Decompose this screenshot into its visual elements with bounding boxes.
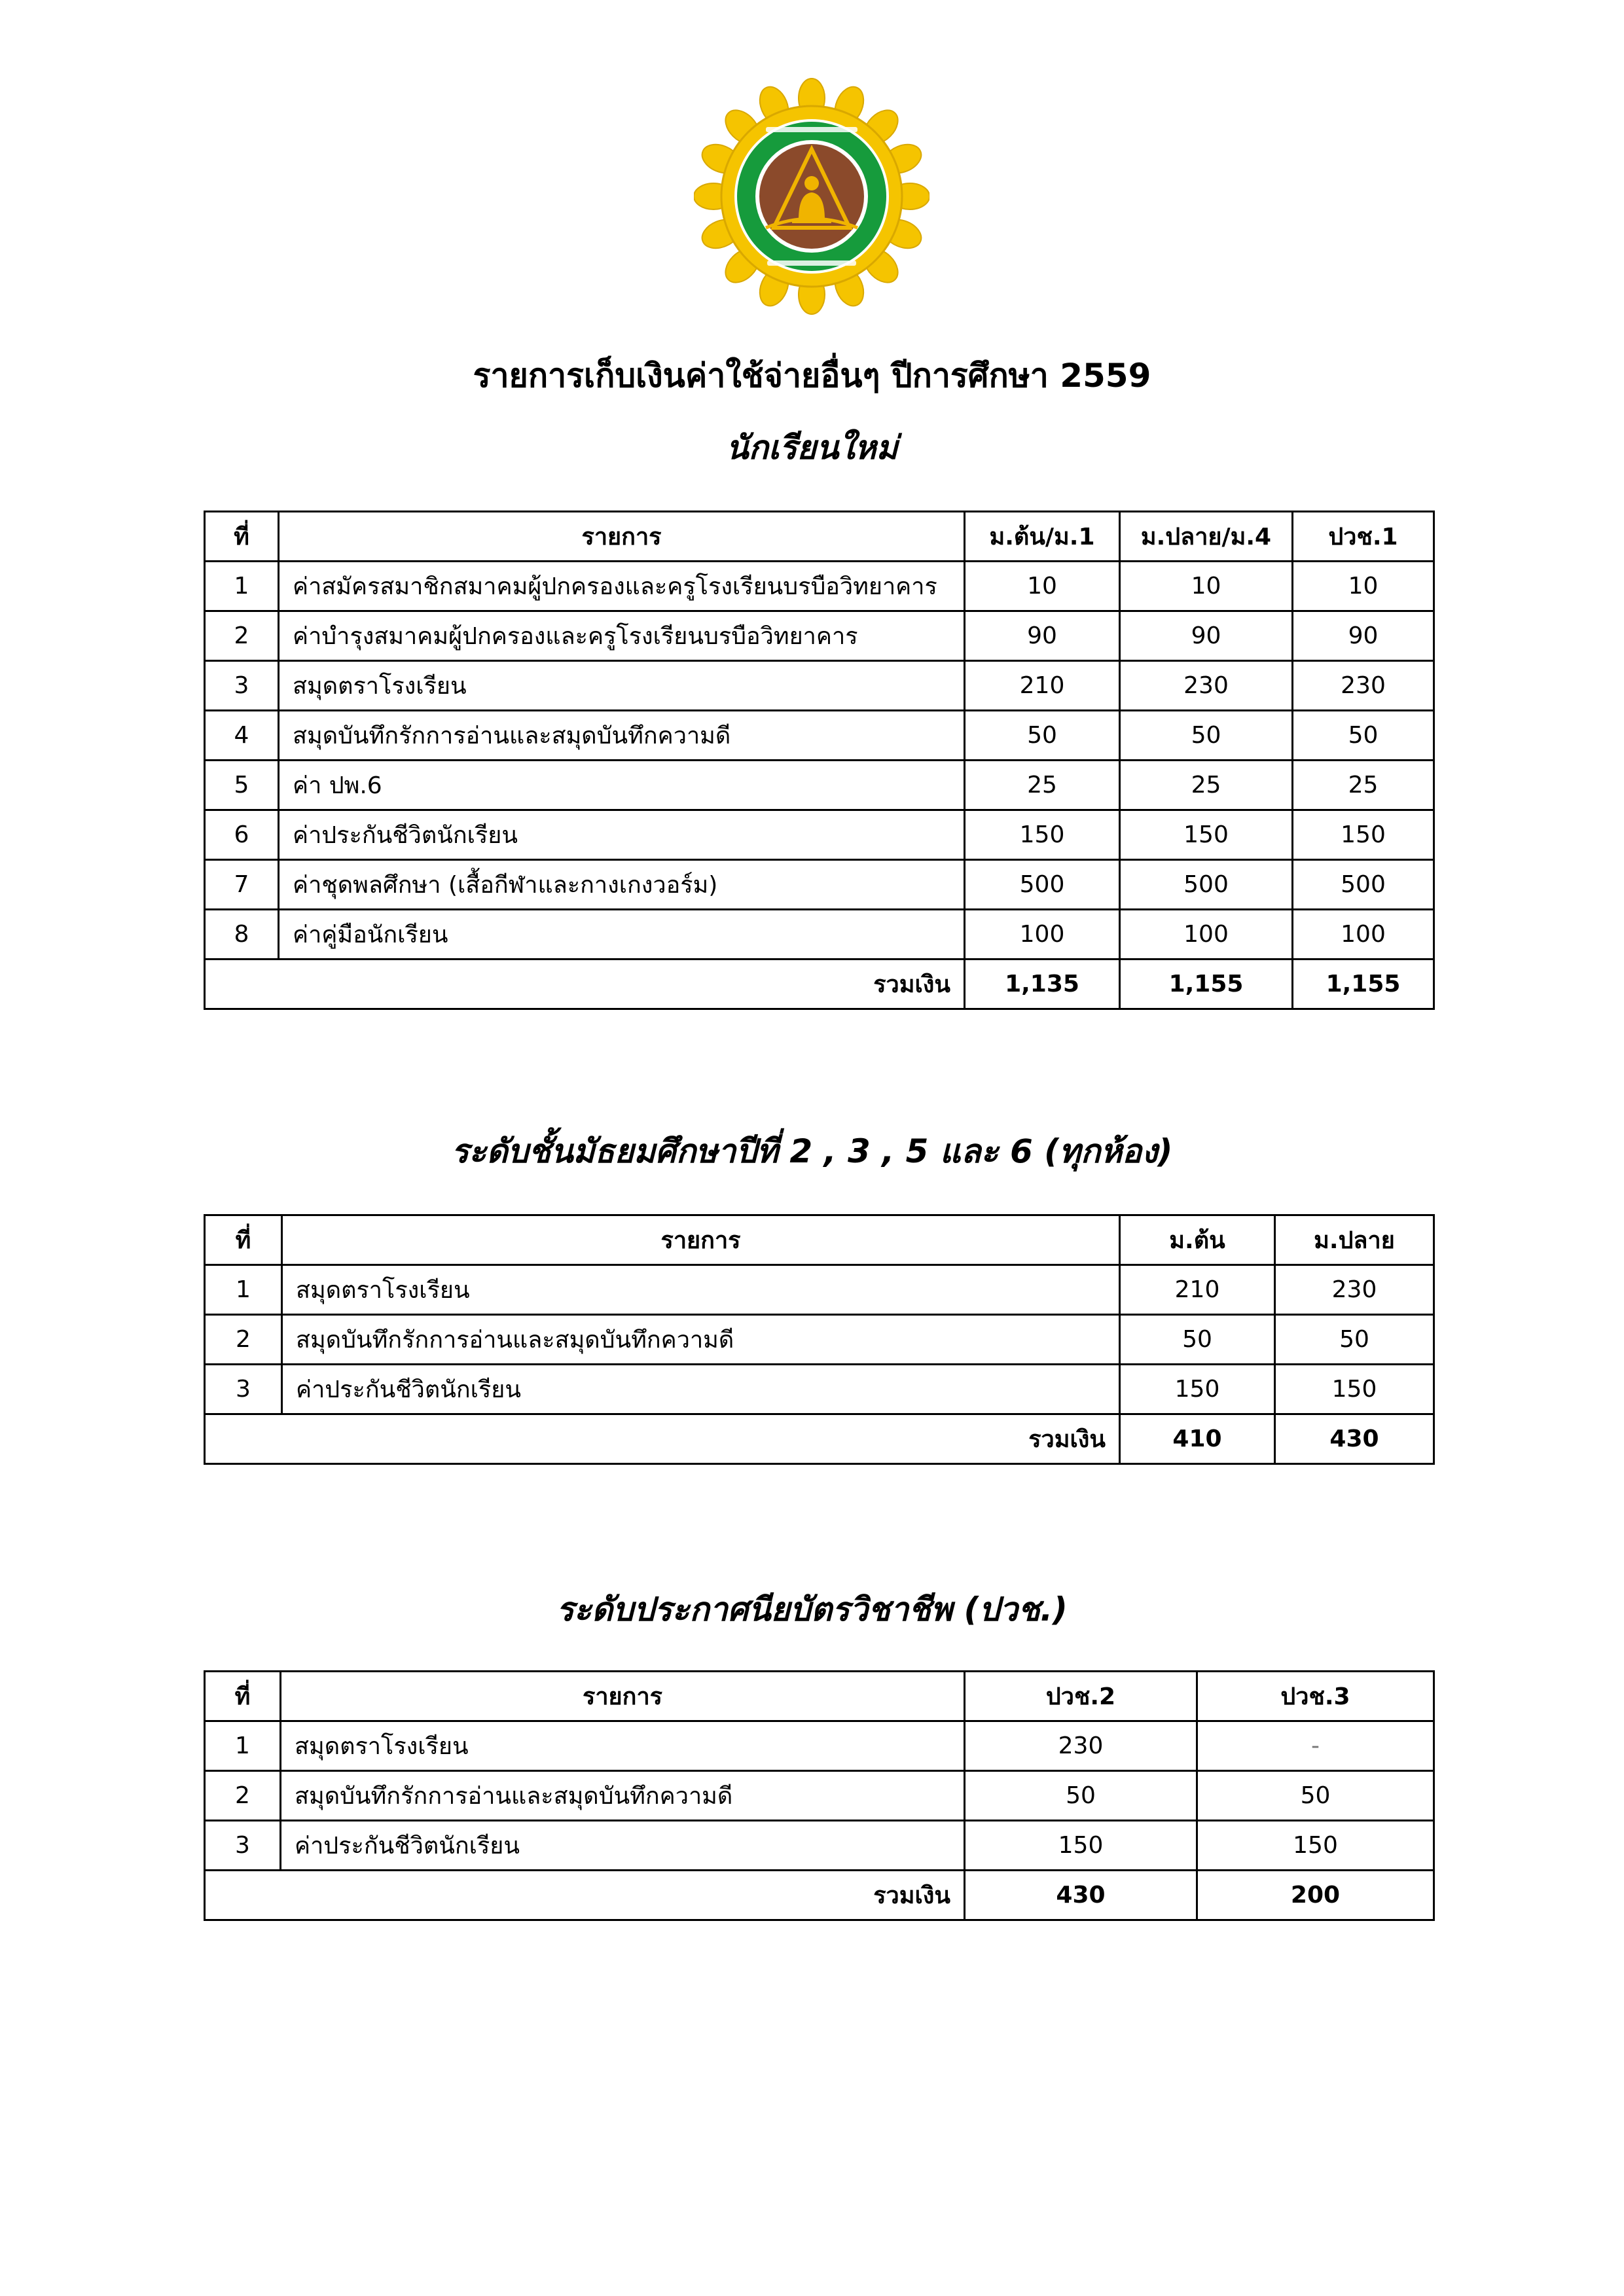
- row-number: 3: [205, 661, 279, 711]
- table-row: [205, 1821, 1434, 1871]
- row-number: 2: [205, 1315, 282, 1365]
- col-header-item: รายการ: [281, 1672, 965, 1721]
- col-header-upper: ม.ปลาย: [1275, 1215, 1434, 1265]
- row-value: 10: [1120, 562, 1293, 611]
- row-item: ค่า ปพ.6: [279, 761, 965, 810]
- row-value: 50: [1275, 1315, 1434, 1365]
- total-value: 430: [1275, 1414, 1434, 1464]
- col-header-no: ที่: [205, 1672, 281, 1721]
- row-value: 90: [1293, 611, 1434, 661]
- col-header-pvc1: ปวช.1: [1293, 512, 1434, 562]
- table-header-row: [205, 512, 1434, 562]
- row-item: ค่าประกันชีวิตนักเรียน: [281, 1821, 965, 1871]
- row-value: 50: [1120, 711, 1293, 761]
- table-row: [205, 810, 1434, 860]
- row-value: 150: [965, 1821, 1197, 1871]
- row-value: 10: [1293, 562, 1434, 611]
- table-row: [205, 860, 1434, 910]
- row-item: สมุดตราโรงเรียน: [279, 661, 965, 711]
- row-value: 210: [965, 661, 1120, 711]
- row-value: 25: [1293, 761, 1434, 810]
- row-item: ค่าบำรุงสมาคมผู้ปกครองและครูโรงเรียนบรบือวิทยาคาร: [279, 611, 965, 661]
- row-item: สมุดบันทึกรักการอ่านและสมุดบันทึกความดี: [282, 1315, 1120, 1365]
- row-value: 50: [1120, 1315, 1275, 1365]
- row-number: 2: [205, 1771, 281, 1821]
- table-header-row: [205, 1672, 1434, 1721]
- col-header-item: รายการ: [279, 512, 965, 562]
- table-row: [205, 910, 1434, 960]
- row-item: สมุดตราโรงเรียน: [282, 1265, 1120, 1315]
- row-value: 500: [1120, 860, 1293, 910]
- col-header-pvc2: ปวช.2: [965, 1672, 1197, 1721]
- col-header-no: ที่: [205, 512, 279, 562]
- row-value: 90: [965, 611, 1120, 661]
- row-item: สมุดบันทึกรักการอ่านและสมุดบันทึกความดี: [279, 711, 965, 761]
- section-title-secondary: ระดับชั้นมัธยมศึกษาปีที่ 2 , 3 , 5 และ 6 (ทุกห้อง): [451, 1132, 1173, 1170]
- total-label: รวมเงิน: [205, 1414, 1120, 1464]
- col-header-pvc3: ปวช.3: [1197, 1672, 1434, 1721]
- table-total-row: [205, 960, 1434, 1009]
- row-value: 100: [965, 910, 1120, 960]
- total-value: 430: [965, 1871, 1197, 1920]
- table-row: [205, 761, 1434, 810]
- row-value: 210: [1120, 1265, 1275, 1315]
- row-item: สมุดบันทึกรักการอ่านและสมุดบันทึกความดี: [281, 1771, 965, 1821]
- total-label: รวมเงิน: [205, 1871, 965, 1920]
- row-value: 150: [1293, 810, 1434, 860]
- row-number: 5: [205, 761, 279, 810]
- row-value: 150: [1275, 1365, 1434, 1414]
- table-row: [205, 562, 1434, 611]
- row-value: 230: [1275, 1265, 1434, 1315]
- row-value: 500: [965, 860, 1120, 910]
- table-total-row: [205, 1871, 1434, 1920]
- table-row: [205, 661, 1434, 711]
- col-header-lower: ม.ต้น: [1120, 1215, 1275, 1265]
- row-value: 50: [965, 711, 1120, 761]
- section-title-new-students: นักเรียนใหม่: [726, 429, 898, 467]
- row-item: ค่าคู่มือนักเรียน: [279, 910, 965, 960]
- row-value: 10: [965, 562, 1120, 611]
- row-value: 500: [1293, 860, 1434, 910]
- row-number: 2: [205, 611, 279, 661]
- col-header-no: ที่: [205, 1215, 282, 1265]
- row-value: 100: [1293, 910, 1434, 960]
- row-value: 25: [965, 761, 1120, 810]
- table-row: [205, 711, 1434, 761]
- row-value: 150: [1120, 810, 1293, 860]
- row-item: ค่าสมัครสมาชิกสมาคมผู้ปกครองและครูโรงเรียนบรบือวิทยาคาร: [279, 562, 965, 611]
- table-row: [205, 1315, 1434, 1365]
- row-value: 50: [1197, 1771, 1434, 1821]
- row-value: 230: [1293, 661, 1434, 711]
- row-number: 8: [205, 910, 279, 960]
- row-value: 230: [965, 1721, 1197, 1771]
- row-item: ค่าชุดพลศึกษา (เสื้อกีฬาและกางเกงวอร์ม): [279, 860, 965, 910]
- row-value: 150: [1120, 1365, 1275, 1414]
- row-number: 1: [205, 562, 279, 611]
- fees-table-secondary: [204, 1214, 1435, 1465]
- row-number: 1: [205, 1265, 282, 1315]
- row-value: 50: [965, 1771, 1197, 1821]
- row-item: ค่าประกันชีวิตนักเรียน: [282, 1365, 1120, 1414]
- row-value: 150: [965, 810, 1120, 860]
- col-header-m1: ม.ต้น/ม.1: [965, 512, 1120, 562]
- col-header-m4: ม.ปลาย/ม.4: [1120, 512, 1293, 562]
- fees-table-new-students: [204, 511, 1435, 1010]
- row-value: 50: [1293, 711, 1434, 761]
- fees-table-vocational: [204, 1670, 1435, 1921]
- col-header-item: รายการ: [282, 1215, 1120, 1265]
- table-row: [205, 1265, 1434, 1315]
- total-label: รวมเงิน: [205, 960, 965, 1009]
- total-value: 1,135: [965, 960, 1120, 1009]
- school-emblem-icon: [694, 72, 929, 321]
- row-value: 100: [1120, 910, 1293, 960]
- page-title: รายการเก็บเงินค่าใช้จ่ายอื่นๆ ปีการศึกษา 2559: [473, 357, 1151, 395]
- total-value: 1,155: [1293, 960, 1434, 1009]
- total-value: 1,155: [1120, 960, 1293, 1009]
- row-number: 1: [205, 1721, 281, 1771]
- total-value: 200: [1197, 1871, 1434, 1920]
- row-value: 90: [1120, 611, 1293, 661]
- row-number: 3: [205, 1365, 282, 1414]
- table-row: [205, 1721, 1434, 1771]
- row-value: 230: [1120, 661, 1293, 711]
- section-title-vocational: ระดับประกาศนียบัตรวิชาชีพ (ปวช.): [556, 1590, 1068, 1628]
- row-number: 7: [205, 860, 279, 910]
- row-item: ค่าประกันชีวิตนักเรียน: [279, 810, 965, 860]
- row-number: 3: [205, 1821, 281, 1871]
- row-value: -: [1197, 1721, 1434, 1771]
- row-number: 4: [205, 711, 279, 761]
- table-row: [205, 1771, 1434, 1821]
- table-header-row: [205, 1215, 1434, 1265]
- total-value: 410: [1120, 1414, 1275, 1464]
- table-row: [205, 1365, 1434, 1414]
- row-item: สมุดตราโรงเรียน: [281, 1721, 965, 1771]
- row-value: 25: [1120, 761, 1293, 810]
- row-value: 150: [1197, 1821, 1434, 1871]
- table-row: [205, 611, 1434, 661]
- row-number: 6: [205, 810, 279, 860]
- table-total-row: [205, 1414, 1434, 1464]
